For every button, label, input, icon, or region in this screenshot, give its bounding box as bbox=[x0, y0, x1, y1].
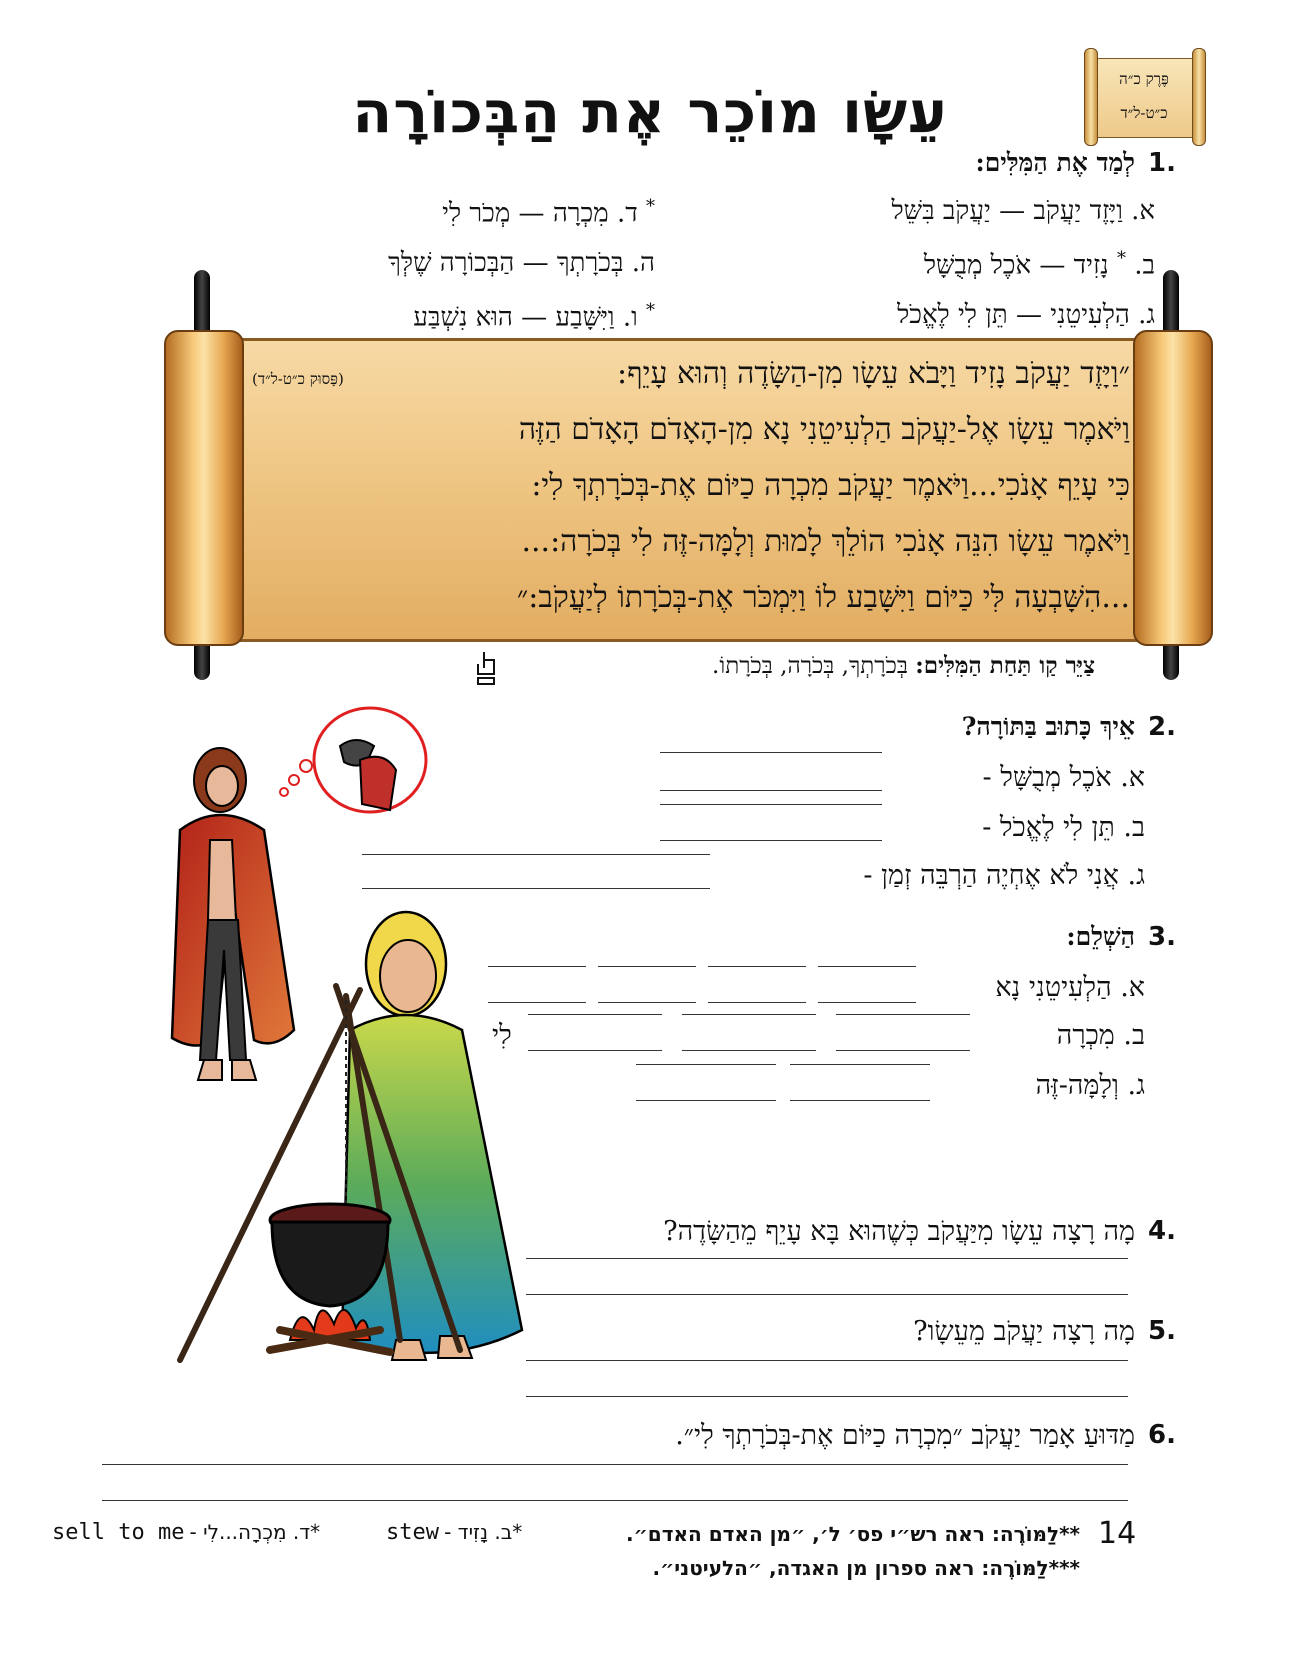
footnote-star: * bbox=[646, 300, 655, 321]
item-letter: ב. bbox=[1123, 1020, 1145, 1051]
verse-line: ...הִשָּׁבְעָה לִּי כַּיּוֹם וַיִּשָּׁבַע לוֹ וַיִּמְכֹּר אֶת-בְּכֹרָתוֹ לְיַעֲקֹב:״ bbox=[516, 580, 1130, 615]
scroll-roll-left bbox=[164, 330, 244, 646]
answer-line bbox=[790, 1064, 930, 1065]
vocab-item bbox=[442, 196, 655, 229]
chapter-scroll-badge bbox=[1080, 48, 1208, 144]
pointing-hand-icon bbox=[472, 650, 500, 686]
verse-line: וַיֹּאמֶר עֵשָׂו הִנֵּה אָנֹכִי הוֹלֵךְ לָמוּת וְלָמָּה-זֶּה לִי בְּכֹרָה:... bbox=[521, 524, 1130, 559]
answer-line bbox=[660, 840, 882, 841]
answer-line bbox=[818, 1002, 916, 1003]
vocab-letter: א. bbox=[1131, 196, 1155, 226]
answer-line bbox=[636, 1064, 776, 1065]
vocab-word: בְּכֹרָתְךָ bbox=[556, 248, 624, 278]
question-item bbox=[983, 762, 1145, 793]
question6-text: מַדּוּעַ אָמַר יַעֲקֹב ״מִכְרָה כַיּוֹם אֶת-בְּכֹרָתְךָ לִי״. bbox=[675, 1420, 1135, 1451]
badge-rod-right bbox=[1192, 48, 1206, 146]
item-letter: ג. bbox=[1127, 1070, 1145, 1101]
section2-number: 2. bbox=[1148, 712, 1176, 742]
vocab-dash: — bbox=[990, 196, 1026, 226]
answer-line bbox=[102, 1500, 1128, 1501]
question-item bbox=[995, 972, 1145, 1003]
vocab-item bbox=[897, 300, 1155, 330]
gloss-hebrew: *ב. נָזִיד - bbox=[444, 1520, 523, 1544]
section2-heading: אֵיךְ כָּתוּב בַּתּוֹרָה? bbox=[961, 712, 1135, 741]
vocab-item bbox=[388, 248, 655, 278]
vocab-meaning: הַבְּכוֹרָה שֶׁלְּךָ bbox=[388, 248, 515, 278]
item-suffix: לִי bbox=[492, 1020, 512, 1051]
vocab-letter: ד. bbox=[616, 198, 638, 229]
item-letter: א. bbox=[1120, 972, 1145, 1003]
vocab-meaning: מְכֹר לִי bbox=[442, 198, 511, 229]
section1-heading: לְמַד אֶת הַמִּלִּים: bbox=[975, 148, 1135, 177]
question-item bbox=[1036, 1070, 1145, 1101]
vocab-letter: ה. bbox=[631, 248, 655, 278]
vocab-dash: — bbox=[1007, 300, 1042, 330]
answer-line bbox=[708, 1002, 806, 1003]
question5-number: 5. bbox=[1148, 1316, 1176, 1346]
vocab-word: הַלְעִיטֵנִי bbox=[1050, 300, 1130, 330]
section3-number: 3. bbox=[1148, 922, 1176, 952]
gloss-english: sell to me bbox=[52, 1520, 185, 1545]
answer-line bbox=[660, 804, 882, 805]
item-text: תֵּן לִי לֶאֱכֹל - bbox=[982, 812, 1115, 843]
answer-line bbox=[660, 790, 882, 791]
esau-figure bbox=[172, 748, 294, 1080]
vocab-meaning: אֹכֶל מְבֻשָּׁל bbox=[923, 250, 1032, 281]
answer-line bbox=[790, 1100, 930, 1101]
question-item bbox=[1057, 1020, 1145, 1051]
item-letter: ג. bbox=[1127, 860, 1145, 891]
question4-text: מָה רָצָה עֵשָׂו מִיַּעֲקֹב כְּשֶׁהוּא בָּא עָיֵף מֵהַשָּׂדֶה? bbox=[663, 1216, 1135, 1247]
item-letter: א. bbox=[1120, 762, 1145, 793]
answer-line bbox=[526, 1360, 1128, 1361]
item-text: אֲנִי לֹא אֶחְיֶה הַרְבֵּה זְמַן - bbox=[863, 860, 1119, 891]
verse-reference: (פָּסוּק כ״ט-ל״ד) bbox=[252, 370, 344, 388]
question5-text: מָה רָצָה יַעֲקֹב מֵעֵשָׂו? bbox=[913, 1316, 1135, 1347]
item-text: מִכְרָה bbox=[1056, 1020, 1115, 1051]
vocab-letter: ג. bbox=[1138, 300, 1155, 330]
section1-number: 1. bbox=[1148, 148, 1176, 178]
item-text: וְלָמָּה-זֶּה bbox=[1035, 1070, 1119, 1101]
footnote-star: * bbox=[646, 196, 655, 217]
scroll-roll-right bbox=[1133, 330, 1213, 646]
badge-chapter: פֶּרֶק כ״ה bbox=[1119, 70, 1169, 88]
item-text: הַלְעִיטֵנִי נָא bbox=[995, 972, 1112, 1003]
answer-line bbox=[682, 1014, 816, 1015]
vocab-meaning: תֵּן לִי לֶאֱכֹל bbox=[897, 300, 1008, 330]
vocab-letter: ב. bbox=[1134, 250, 1155, 281]
answer-line bbox=[836, 1050, 970, 1051]
gloss-sell-to-me bbox=[52, 1520, 320, 1545]
verse-line: כִּי עָיֵף אָנֹכִי...וַיֹּאמֶר יַעֲקֹב מִכְרָה כַיּוֹם אֶת-בְּכֹרָתְךָ לִי: bbox=[531, 468, 1130, 503]
question4-number: 4. bbox=[1148, 1216, 1176, 1246]
vocab-dash: — bbox=[512, 302, 548, 333]
vocab-item bbox=[924, 248, 1155, 281]
gloss-stew bbox=[386, 1520, 522, 1545]
underline-instruction bbox=[712, 652, 1095, 679]
answer-line bbox=[682, 1050, 816, 1051]
question-item bbox=[982, 812, 1145, 843]
item-letter: ב. bbox=[1123, 812, 1145, 843]
answer-line bbox=[818, 966, 916, 967]
vocab-word: נָזִיד bbox=[1073, 250, 1109, 281]
section3-heading: הַשְׁלֵם: bbox=[1066, 922, 1135, 951]
page-number: 14 bbox=[1098, 1516, 1137, 1551]
verse-line: ״וַיָּזֶד יַעֲקֹב נָזִיד וַיָּבֹא עֵשָׂו מִן-הַשָּׂדֶה וְהוּא עָיֵף: bbox=[616, 356, 1130, 391]
vocab-dash: — bbox=[510, 198, 545, 229]
item-text: אֹכֶל מְבֻשָּׁל - bbox=[982, 762, 1112, 793]
page-title: עֵשָׂו מוֹכֵר אֶת הַבְּכוֹרָה bbox=[352, 78, 948, 146]
vocab-dash: — bbox=[1031, 250, 1066, 281]
answer-line bbox=[836, 1014, 970, 1015]
question-item bbox=[863, 860, 1145, 891]
answer-line bbox=[526, 1396, 1128, 1397]
vocab-letter: ו. bbox=[622, 302, 638, 333]
vocab-item bbox=[892, 196, 1155, 226]
footnote-star: * bbox=[1116, 248, 1126, 269]
verse-line: וַיֹּאמֶר עֵשָׂו אֶל-יַעֲקֹב הַלְעִיטֵנִי נָא מִן-הָאָדֹם הָאָדֹם הַזֶּה bbox=[518, 412, 1130, 447]
teacher-note-1: **לַמּוֹרֶה: ראה רש״י פס׳ ל׳, ״מן האדם האדם״. bbox=[625, 1522, 1080, 1546]
answer-line bbox=[598, 966, 696, 967]
instruction-words: בְּכֹרָתְךָ, בְּכֹרָה, בְּכֹרָתוֹ. bbox=[712, 653, 908, 679]
instruction-label: צַיֵּר קַו תַּחַת הַמִּלִּים: bbox=[915, 652, 1095, 679]
vocab-dash: — bbox=[514, 248, 549, 278]
answer-line bbox=[526, 1294, 1128, 1295]
vocab-meaning: הוּא נִשְׁבַּע bbox=[413, 302, 513, 333]
question6-number: 6. bbox=[1148, 1420, 1176, 1450]
gloss-hebrew: *ד. מִכְרָה...לִי - bbox=[189, 1520, 321, 1544]
answer-line bbox=[526, 1258, 1128, 1259]
teacher-note-2: ***לַמּוֹרֶה: ראה ספרון מן האגדה, ״הלעיטני״. bbox=[652, 1556, 1080, 1580]
vocab-word: וַיִּשָּׁבַע bbox=[555, 302, 615, 333]
badge-rod-left bbox=[1084, 48, 1098, 146]
answer-line bbox=[102, 1464, 1128, 1465]
vocab-item bbox=[413, 300, 655, 333]
answer-line bbox=[598, 1002, 696, 1003]
vocab-word: וַיָּזֶד יַעֲקֹב bbox=[1033, 196, 1123, 226]
esau-jacob-illustration bbox=[160, 700, 560, 1460]
gloss-english: stew bbox=[386, 1520, 439, 1545]
answer-line bbox=[660, 752, 882, 753]
answer-line bbox=[708, 966, 806, 967]
vocab-meaning: יַעֲקֹב בִּשֵּׁל bbox=[891, 196, 991, 226]
answer-line bbox=[636, 1100, 776, 1101]
thought-bubble bbox=[280, 708, 426, 812]
vocab-word: מִכְרָה bbox=[552, 198, 609, 229]
badge-verses: כ״ט-ל״ד bbox=[1120, 104, 1168, 122]
